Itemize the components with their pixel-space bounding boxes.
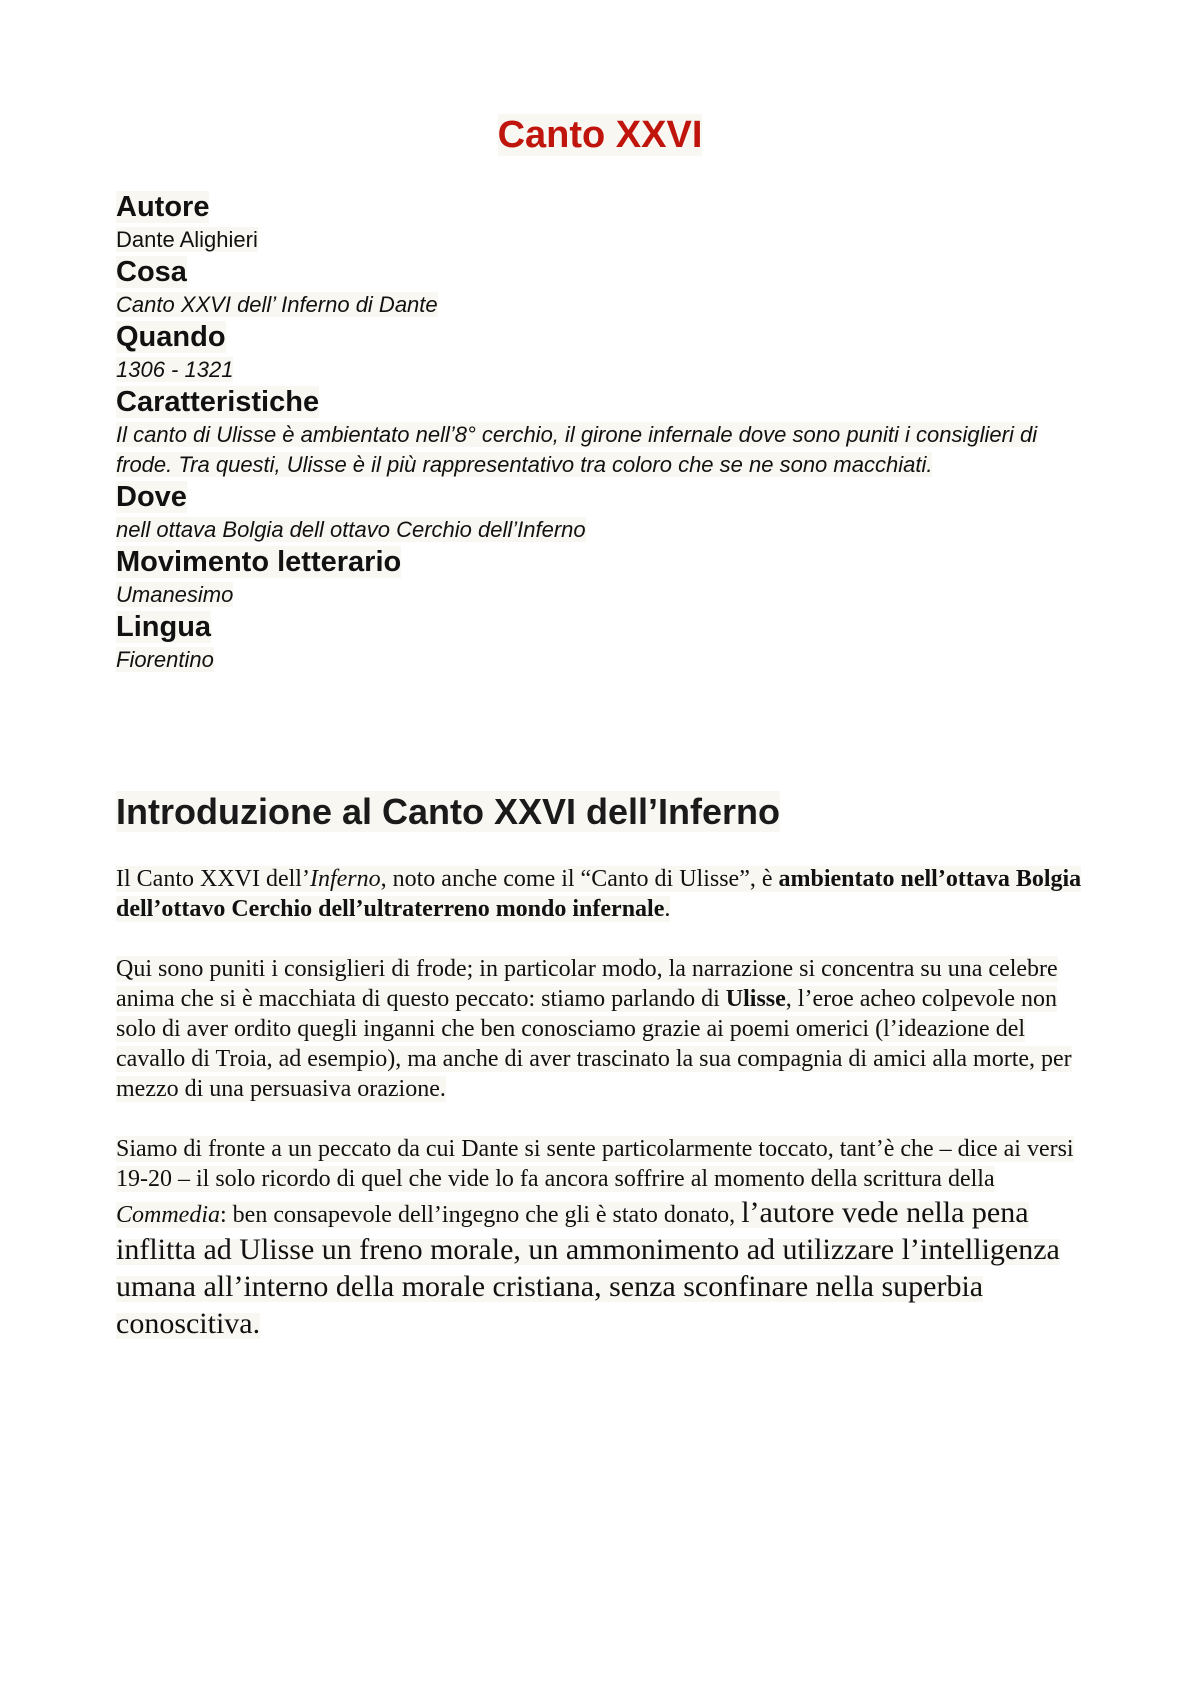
fact-label-quando: Quando (116, 321, 226, 353)
intro-paragraph-1: Il Canto XXVI dell’Inferno, noto anche come il “Canto di Ulisse”, è ambientato nell’ottava Bolgia dell’ottavo Cerchio dell’ultraterreno mondo infernale. (116, 866, 1082, 922)
fact-label-cosa: Cosa (116, 256, 187, 288)
fact-value-caratteristiche: Il canto di Ulisse è ambientato nell’8° cerchio, il girone infernale dove sono puniti i consiglieri di frode. Tra questi, Ulisse è il più rappresentativo tra coloro che se ne sono macchiati. (116, 422, 1038, 477)
intro-paragraph-3: Siamo di fronte a un peccato da cui Dante si sente particolarmente toccato, tant’è che – dice ai versi 19-20 – il solo ricordo di quel che vide lo fa ancora soffrire al momento della scrittura della Commedia: ben consapevole dell’ingegno che gli è stato donato, l’autore vede nella pena inflitta ad Ulisse un freno morale, un ammonimento ad utilizzare l’intelligenza umana all’interno della morale cristiana, senza sconfinare nella superbia conoscitiva. (116, 1136, 1074, 1340)
intro-heading: Introduzione al Canto XXVI dell’Inferno (116, 791, 781, 832)
page-title-text: Canto XXVI (497, 114, 703, 156)
fact-label-movimento: Movimento letterario (116, 546, 402, 578)
fact-value-movimento: Umanesimo (116, 582, 234, 607)
fact-value-lingua: Fiorentino (116, 647, 214, 672)
fact-label-lingua: Lingua (116, 611, 212, 643)
fact-value-quando: 1306 - 1321 (116, 357, 234, 382)
page-title (0, 112, 1200, 158)
fact-value-cosa: Canto XXVI dell’ Inferno di Dante (116, 292, 438, 317)
fact-label-autore: Autore (116, 191, 210, 223)
fact-value-dove: nell ottava Bolgia dell ottavo Cerchio dell’Inferno (116, 517, 586, 542)
fact-value-autore: Dante Alighieri (116, 227, 258, 252)
intro-paragraph-2: Qui sono puniti i consiglieri di frode; in particolar modo, la narrazione si concentra su una celebre anima che si è macchiata di questo peccato: stiamo parlando di Ulisse, l’eroe acheo colpevole non solo di aver ordito quegli inganni che ben conosciamo grazie ai poemi omerici (l’ideazione del cavallo di Troia, ad esempio), ma anche di aver trascinato la sua compagnia di amici alla morte, per mezzo di una persuasiva orazione. (116, 956, 1072, 1102)
fact-label-dove: Dove (116, 481, 187, 513)
facts-list (116, 190, 1096, 675)
fact-label-caratteristiche: Caratteristiche (116, 386, 320, 418)
intro-body (116, 864, 1100, 1372)
